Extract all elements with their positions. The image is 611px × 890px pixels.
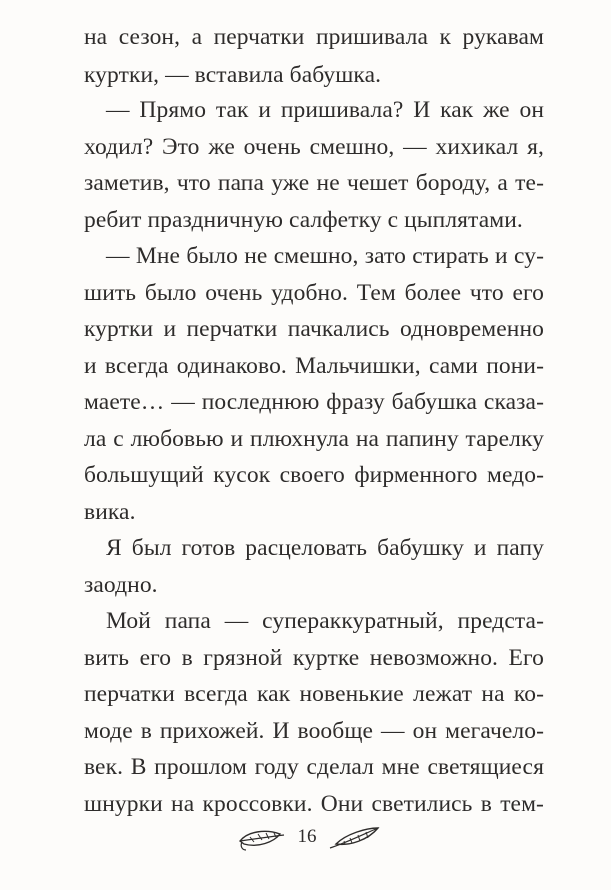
- text-line: моде в прихожей. И вообще — он мегачело-: [84, 718, 544, 744]
- feather-icon: [326, 824, 382, 852]
- text-line: — Мне было не смешно, зато стирать и су-: [106, 243, 544, 269]
- page-number: 16: [297, 826, 317, 847]
- text-line: на сезон, а перчатки пришивала к рукавам: [84, 24, 544, 50]
- text-line: Мой папа — супераккуратный, предста-: [106, 608, 544, 634]
- text-line: большущий кусок своего фирменного медо-: [84, 462, 544, 488]
- text-line: век. В прошлом году сделал мне светящиеся: [84, 754, 544, 780]
- text-line: куртки и перчатки пачкались одновременно: [84, 316, 544, 342]
- text-line: вить его в грязной куртке невозможно. Его: [84, 645, 544, 671]
- text-line: заодно.: [84, 572, 158, 598]
- feather-icon: [236, 828, 288, 854]
- text-line: шить было очень удобно. Тем более что его: [84, 280, 544, 306]
- text-line: ребит праздничную салфетку с цыплятами.: [84, 207, 523, 233]
- text-line: ла с любовью и плюхнула на папину тарелку: [84, 426, 544, 452]
- text-line: маете… — последнюю фразу бабушка сказа-: [84, 389, 544, 415]
- text-line: перчатки всегда как новенькие лежат на ко-: [84, 681, 544, 707]
- text-line: куртки, — вставила бабушка.: [84, 62, 382, 88]
- text-line: шнурки на кроссовки. Они светились в тем-: [84, 791, 544, 817]
- page-footer: [0, 812, 611, 862]
- text-line: и всегда одинаково. Мальчишки, сами пони-: [84, 353, 544, 379]
- text-line: — Прямо так и пришивала? И как же он: [106, 97, 544, 123]
- text-line: Я был готов расцеловать бабушку и папу: [106, 535, 544, 561]
- text-line: вика.: [84, 499, 136, 525]
- text-line: заметив, что папа уже не чешет бороду, а те-: [84, 170, 544, 196]
- text-line: ходил? Это же очень смешно, — хихикал я,: [84, 134, 544, 160]
